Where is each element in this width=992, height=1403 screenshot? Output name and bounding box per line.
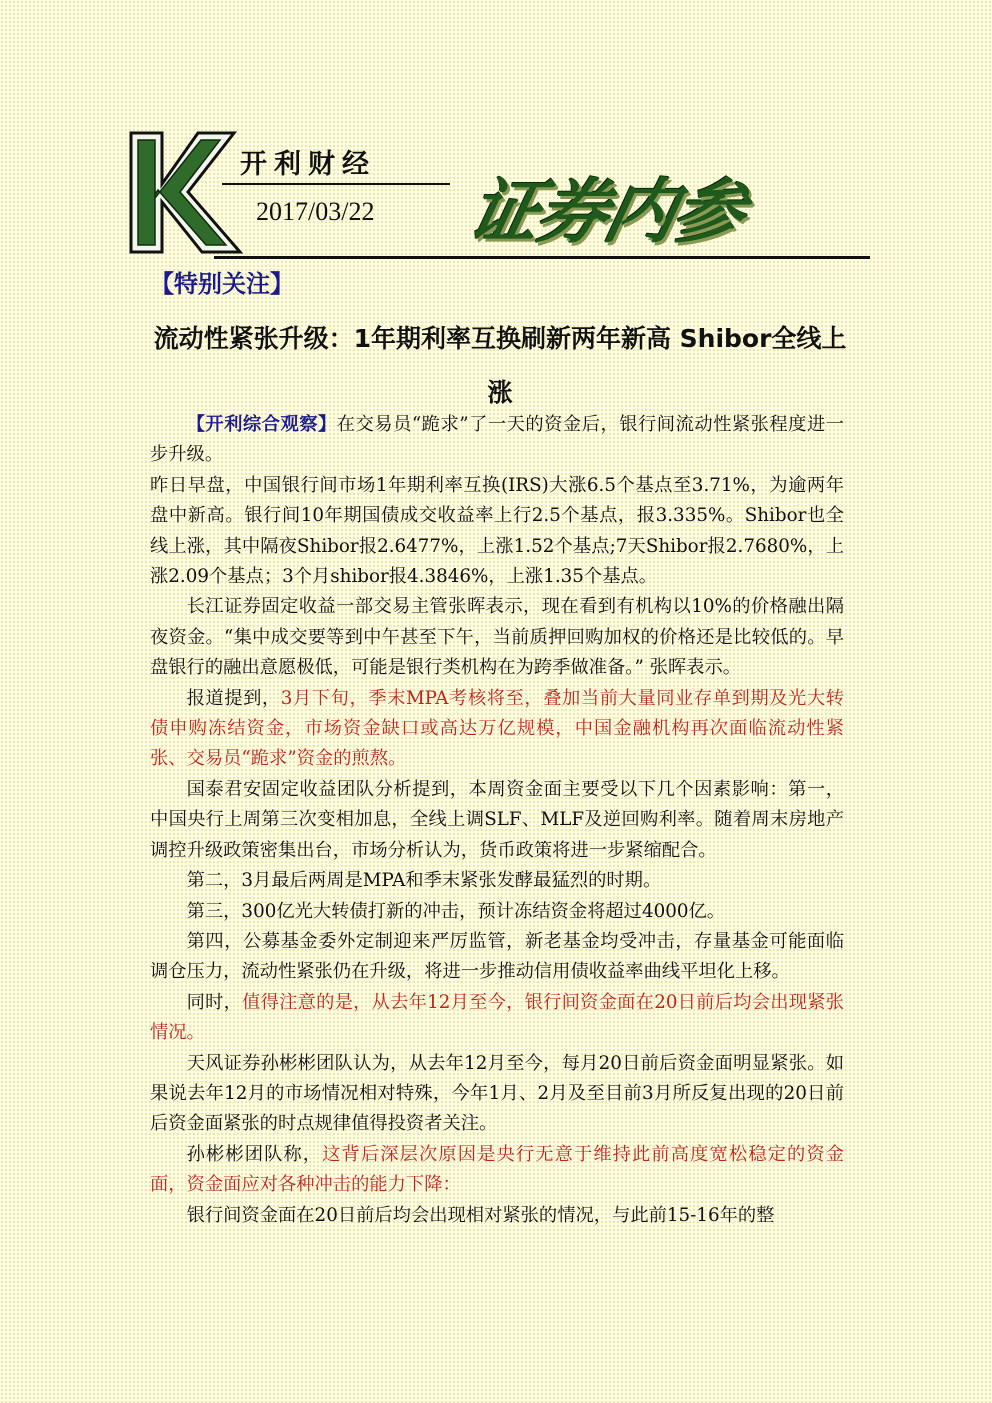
paragraph-text: 孙彬彬团队称， — [186, 1143, 323, 1165]
paragraph-text: 在交易员“跪求”了一天的资金后，银行间流动性紧张程度进一步升级。 — [150, 414, 844, 466]
paragraph-intro — [150, 410, 844, 471]
paragraph-text: 报道提到， — [186, 687, 281, 709]
paragraph: 第四，公募基金委外定制迎来严厉监管，新老基金均受冲击，存量基金可能面临调仓压力，流动性紧张仍在升级，将进一步推动信用债收益率曲线平坦化上移。 — [150, 930, 844, 983]
paragraph: 天风证券孙彬彬团队认为，从去年12月至今，每月20日前后资金面明显紧张。如果说去年12月的市场情况相对特殊，今年1月、2月及至目前3月所反复出现的20日前后资金面紧张的时点规律值得投资者关注。 — [150, 1052, 844, 1135]
paragraph: 昨日早盘，中国银行间市场1年期利率互换(IRS)大涨6.5个基点至3.71%，为逾两年盘中新高。银行间10年期国债成交收益率上行2.5个基点，报3.335%。Shibor也全线上涨，其中隔夜Shibor报2.6477%，上涨1.52个基点;7天Shibor报2.7680%，上涨2.09个基点；3个月shibor报4.3846%，上涨1.35个基点。 — [150, 474, 844, 588]
article-body — [150, 410, 844, 1231]
paragraph: 第二，3月最后两周是MPA和季末紧张发酵最猛烈的时期。 — [186, 870, 662, 892]
paragraph — [150, 988, 844, 1049]
brand-name: 开利财经 — [240, 149, 376, 180]
masthead-title: 证券内参 — [461, 171, 751, 253]
article-headline: 流动性紧张升级：1年期利率互换刷新两年新高 Shibor全线上涨 — [153, 324, 847, 407]
highlighted-text: 这背后深层次原因是央行无意于维持此前高度宽松稳定的资金面，资金面应对各种冲击的能力下降： — [150, 1143, 845, 1196]
kaili-k-logo — [128, 128, 244, 256]
paragraph: 第三，300亿光大转债打新的冲击，预计冻结资金将超过4000亿。 — [186, 900, 726, 922]
observation-kicker: 【开利综合观察】 — [186, 414, 337, 435]
highlighted-text: 值得注意的是，从去年12月至今，银行间资金面在20日前后均会出现紧张情况。 — [150, 991, 844, 1044]
paragraph-text: 同时， — [186, 991, 243, 1013]
issue-date: 2017/03/22 — [256, 197, 375, 226]
paragraph — [150, 1140, 844, 1201]
paragraph: 银行间资金面在20日前后均会出现相对紧张的情况，与此前15-16年的整 — [186, 1204, 775, 1226]
highlighted-text: 3月下旬，季末MPA考核将至，叠加当前大量同业存单到期及光大转债申购冻结资金，市场资金缺口或高达万亿规模，中国金融机构再次面临流动性紧张、交易员“跪求”资金的煎熬。 — [150, 687, 844, 770]
section-tag: 【特别关注】 — [150, 270, 294, 298]
paragraph — [150, 684, 844, 775]
header-divider-short — [222, 183, 450, 185]
header-divider-long — [214, 256, 870, 259]
paragraph: 长江证券固定收益一部交易主管张晖表示，现在看到有机构以10%的价格融出隔夜资金。“集中成交要等到中午甚至下午，当前质押回购加权的价格还是比较低的。早盘银行的融出意愿极低，可能是银行类机构在为跨季做准备。” 张晖表示。 — [150, 596, 844, 679]
paragraph: 国泰君安固定收益团队分析提到，本周资金面主要受以下几个因素影响：第一，中国央行上周第三次变相加息，全线上调SLF、MLF及逆回购利率。随着周末房地产调控升级政策密集出台，市场分析认为，货币政策将进一步紧缩配合。 — [150, 778, 844, 861]
